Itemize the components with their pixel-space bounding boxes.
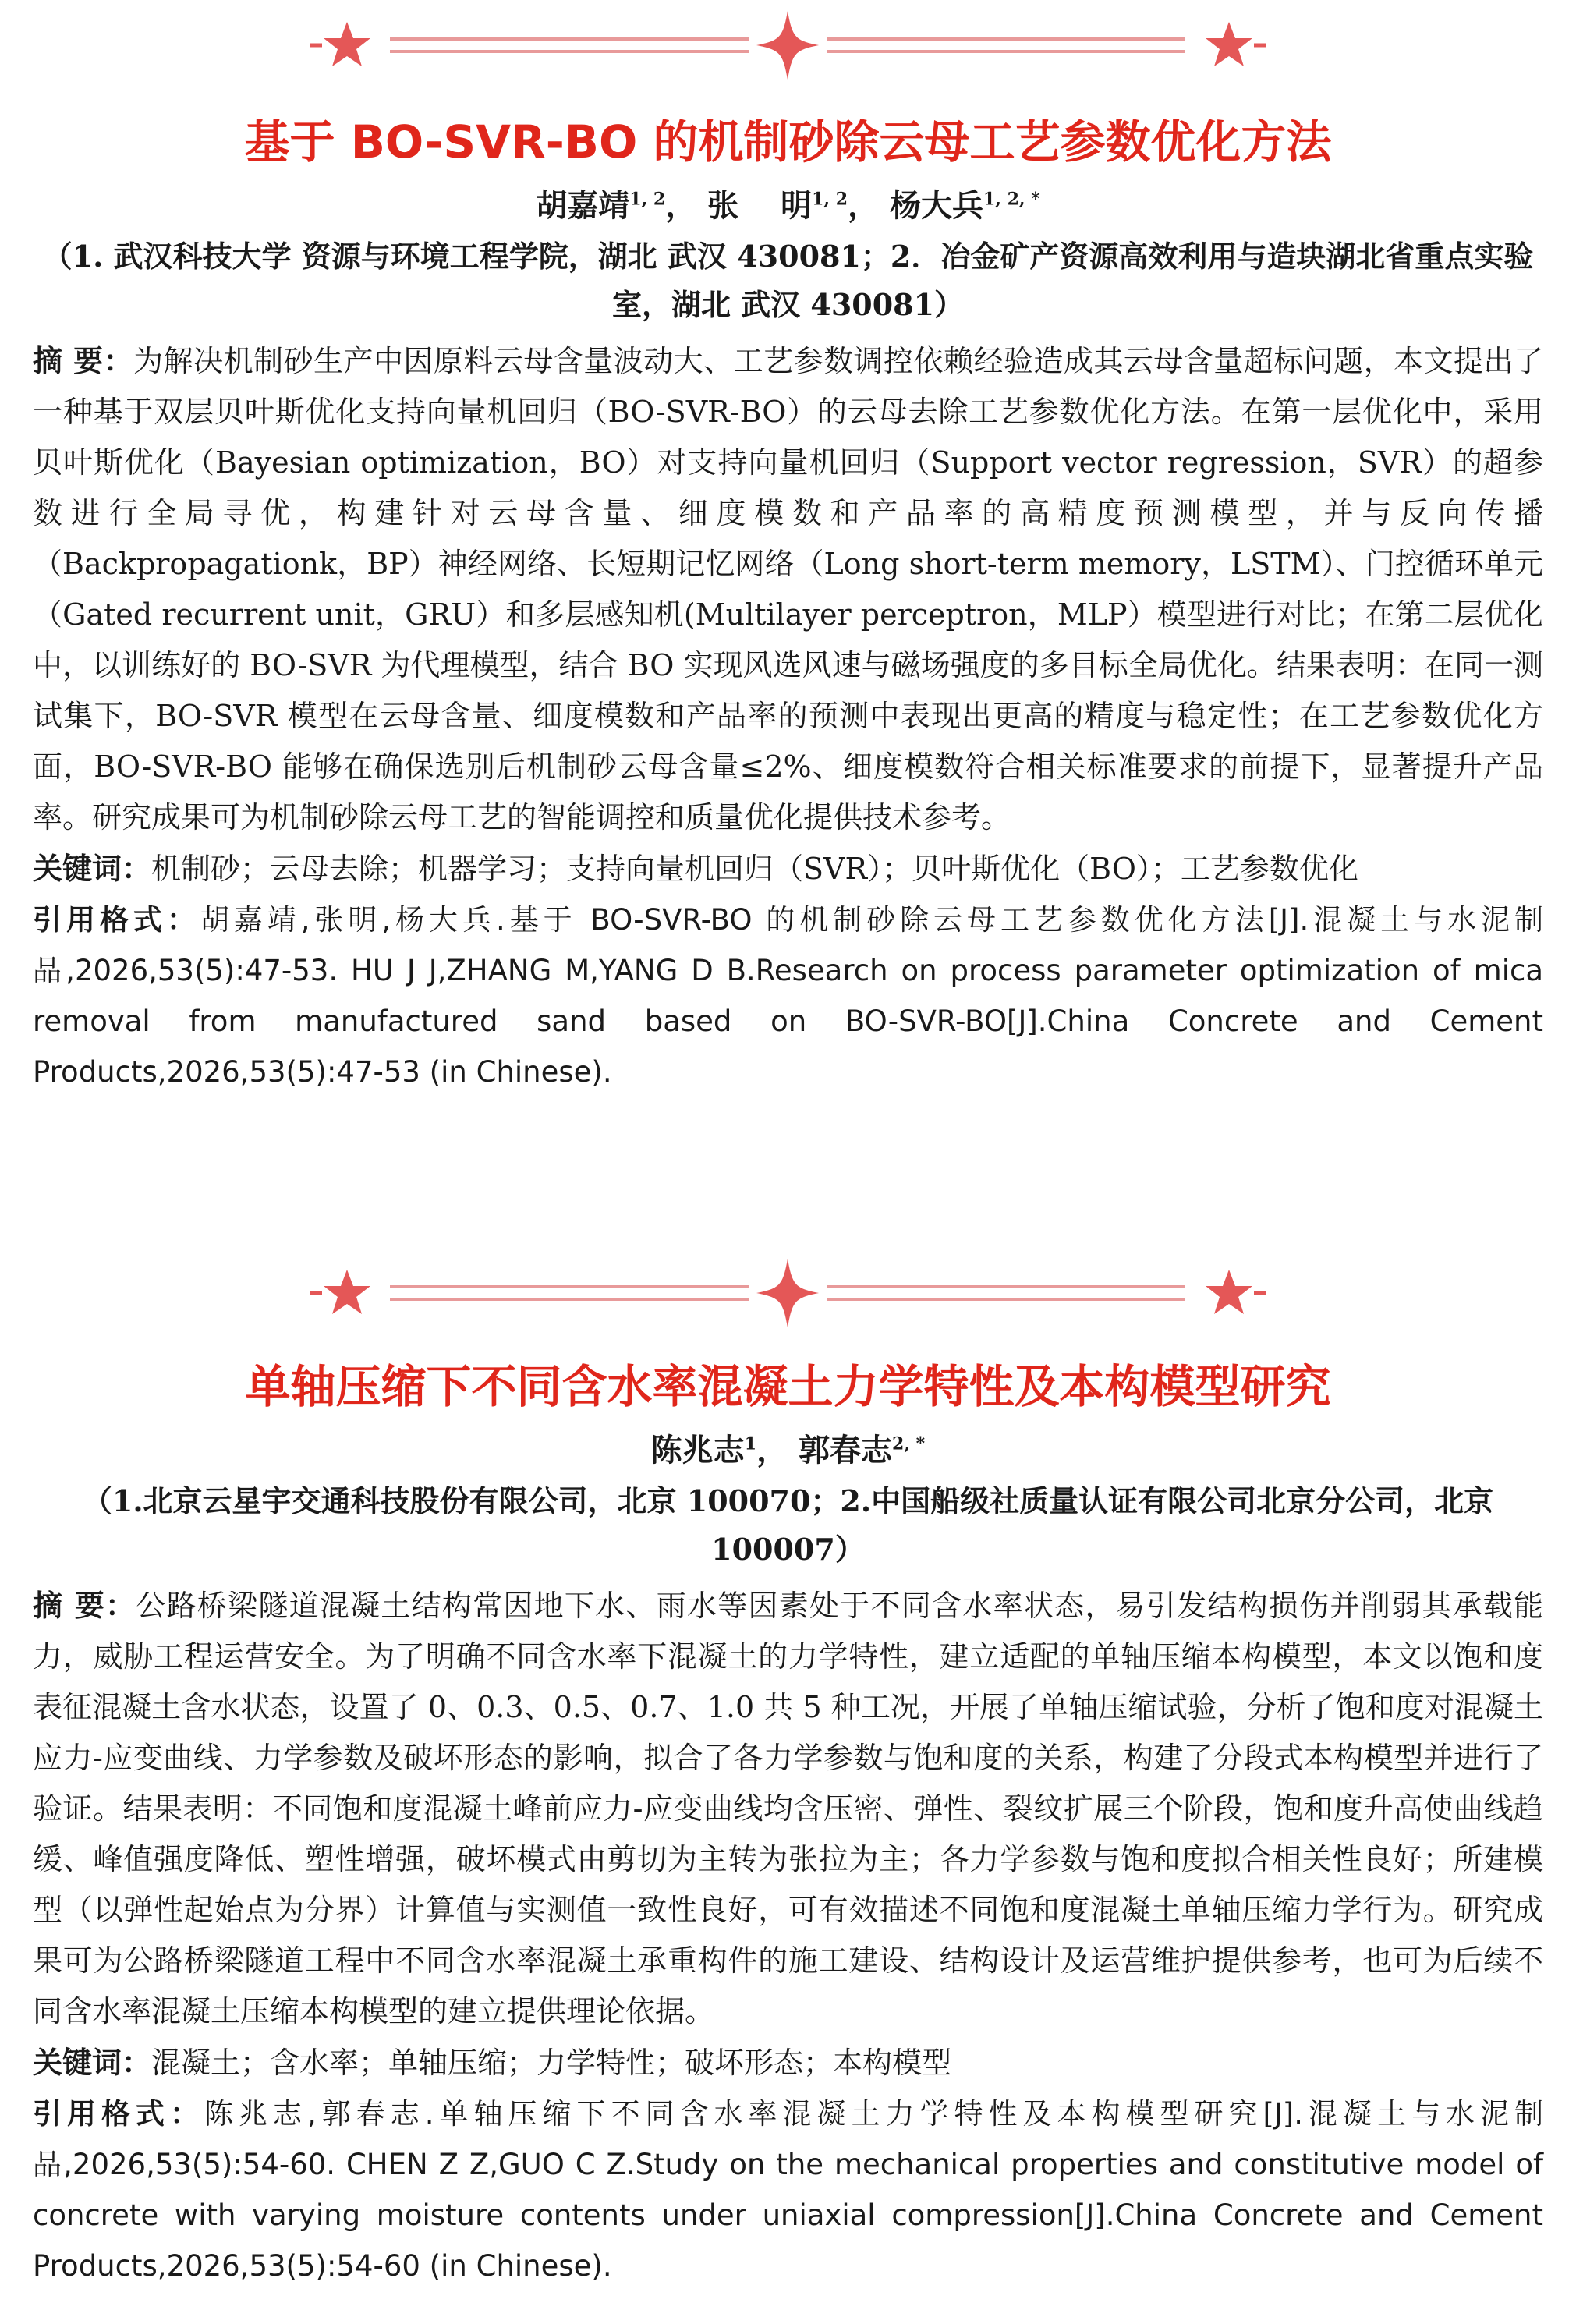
keywords-label: 关键词： [33,2045,152,2080]
citation-label: 引用格式： [33,2096,204,2131]
keywords-text: 混凝土；含水率；单轴压缩；力学特性；破坏形态；本构模型 [151,2046,952,2080]
ornament-lines-left [390,39,749,51]
star-burst-icon [310,1270,370,1314]
author-affiliation-mark: 1, 2, * [983,189,1040,210]
abstract-text: 为解决机制砂生产中因原料云母含量波动大、工艺参数调控依赖经验造成其云母含量超标问题，本文提出了一种基于双层贝叶斯优化支持向量机回归（BO-SVR-BO）的云母去除工艺参数优化方法。在第一层优化中，采用贝叶斯优化（Bayesian optimization，BO）对支持向量机回归（Support vector regression，SVR）的超参数进行全局寻优，构建针对云母含量、细度模数和产品率的高精度预测模型，并与反向传播（Backpropagationk，BP）神经网络、长短期记忆网络（Long short-term memory，LSTM）、门控循环单元（Gated recurrent unit，GRU）和多层感知机(Multilayer perceptron，MLP）模型进行对比；在第二层优化中，以训练好的 BO-SVR 为代理模型，结合 BO 实现风选风速与磁场强度的多目标全局优化。结果表明：在同一测试集下，BO-SVR 模型在云母含量、细度模数和产品率的预测中表现出更高的精度与稳定性；在工艺参数优化方面，BO-SVR-BO 能够在确保选别后机制砂云母含量≤2%、细度模数符合相关标准要求的前提下，显著提升产品率。研究成果可为机制砂除云母工艺的智能调控和质量优化提供技术参考。 [33,344,1543,834]
citation [33,895,1543,1097]
author-affiliation-mark: 2, * [892,1433,926,1454]
article-title: 基于 BO-SVR-BO 的机制砂除云母工艺参数优化方法 [244,115,1332,168]
ornament-lines-right [827,1287,1185,1299]
ornament-lines-left [390,1287,749,1299]
four-point-star-icon [756,1259,819,1327]
star-burst-icon [1206,1270,1266,1314]
author-name: 张 明 [707,187,813,224]
affiliation: （1. 武汉科技大学 资源与环境工程学院，湖北 武汉 430081；2．冶金矿产资源高效利用与造块湖北省重点实验室，湖北 武汉 430081） [42,239,1534,322]
ornament-divider [0,0,1576,94]
keywords [33,2037,1543,2088]
author-affiliation-mark: 1, 2 [629,189,666,210]
abstract-label: 摘 要： [33,343,134,378]
author-affiliation-mark: 1 [744,1433,757,1454]
author-name: 郭春志 [799,1432,893,1468]
star-burst-icon [310,22,370,66]
star-burst-icon [1206,22,1266,66]
author-list: 胡嘉靖$^{1, 2}$， 张 明$^{1, 2}$， 杨大兵$^{1, 2, *}$ [536,187,1040,224]
article-2 [33,1355,1543,2291]
article-title: 单轴压缩下不同含水率混凝土力学特性及本构模型研究 [245,1360,1331,1413]
author-name: 陈兆志 [650,1432,745,1468]
ornament-divider [0,1248,1576,1341]
author-affiliation-mark: 1, 2 [812,189,848,210]
affiliation: （1.北京云星宇交通科技股份有限公司，北京 100070；2.中国船级社质量认证有限公司北京分公司，北京 100007） [82,1483,1494,1567]
keywords-text: 机制砂；云母去除；机器学习；支持向量机回归（SVR）；贝叶斯优化（BO）；工艺参数优化 [151,852,1358,886]
abstract-text: 公路桥梁隧道混凝土结构常因地下水、雨水等因素处于不同含水率状态，易引发结构损伤并削弱其承载能力，威胁工程运营安全。为了明确不同含水率下混凝土的力学特性，建立适配的单轴压缩本构模型，本文以饱和度表征混凝土含水状态，设置了 0、0.3、0.5、0.7、1.0 共 5 种工况，开展了单轴压缩试验，分析了饱和度对混凝土应力-应变曲线、力学参数及破坏形态的影响，拟合了各力学参数与饱和度的关系，构建了分段式本构模型并进行了验证。结果表明：不同饱和度混凝土峰前应力-应变曲线均含压密、弹性、裂纹扩展三个阶段，饱和度升高使曲线趋缓、峰值强度降低、塑性增强，破坏模式由剪切为主转为张拉为主；各力学参数与饱和度拟合相关性良好；所建模型（以弹性起始点为分界）计算值与实测值一致性良好，可有效描述不同饱和度混凝土单轴压缩力学行为。研究成果可为公路桥梁隧道工程中不同含水率混凝土承重构件的施工建设、结构设计及运营维护提供参考，也可为后续不同含水率混凝土压缩本构模型的建立提供理论依据。 [33,1589,1543,2028]
citation-text: 陈兆志,郭春志.单轴压缩下不同含水率混凝土力学特性及本构模型研究[J].混凝土与水泥制品,2026,53(5):54-60. CHEN Z Z,GUO C Z.Study on the mechanical properties and constitutive model of concrete with varying moisture contents under uniaxial compression[J].China Concrete and Cement Products,2026,53(5):54-60 (in Chinese). [33,2097,1543,2283]
abstract [33,1580,1543,2037]
keywords [33,843,1543,895]
four-point-star-icon [756,11,819,80]
citation-label: 引用格式： [33,902,200,937]
keywords-label: 关键词： [33,851,152,886]
author-list: 陈兆志$^1$， 郭春志$^{2, *}$ [650,1432,926,1468]
citation-text: 胡嘉靖,张明,杨大兵.基于 BO-SVR-BO 的机制砂除云母工艺参数优化方法[J].混凝土与水泥制品,2026,53(5):47-53. HU J J,ZHANG M,YANG D B.Research on process parameter optimization of mica removal from manufactured sand based on BO-SVR-BO[J].China Concrete and Cement Products,2026,53(5):47-53 (in Chinese). [33,903,1543,1089]
ornament-lines-right [827,39,1185,51]
article-1 [33,111,1543,1097]
author-name: 胡嘉靖 [536,187,630,224]
author-name: 杨大兵 [889,187,983,224]
abstract [33,335,1543,843]
citation [33,2088,1543,2291]
abstract-label: 摘 要： [33,1588,136,1623]
